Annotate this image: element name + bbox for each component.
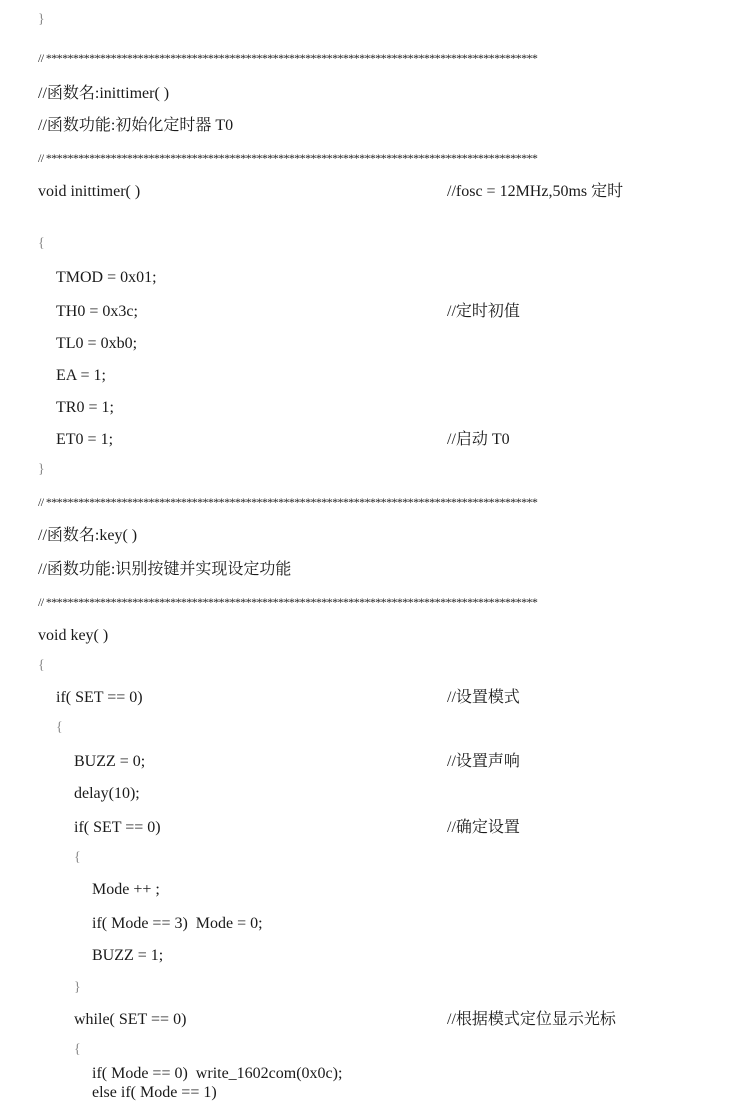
code-line: EA = 1; [56, 367, 106, 384]
code-line: if( Mode == 0) write_1602com(0x0c); [92, 1065, 343, 1082]
code-line: } [38, 462, 45, 477]
code-line: { [38, 236, 45, 251]
code-line: TMOD = 0x01; [56, 269, 157, 286]
comment-function-purpose: //函数功能:初始化定时器 T0 [38, 117, 234, 134]
inline-comment: //fosc = 12MHz,50ms 定时 [447, 183, 624, 200]
code-line: TL0 = 0xb0; [56, 335, 138, 352]
code-line: TR0 = 1; [56, 399, 114, 416]
separator-line: // ******************************************************************************************* [38, 51, 538, 65]
code-line: { [38, 658, 45, 673]
comment-function-purpose: //函数功能:识别按键并实现设定功能 [38, 561, 292, 578]
code-line: BUZZ = 1; [92, 947, 164, 964]
code-line: { [74, 1042, 81, 1057]
code-line: if( SET == 0) [56, 689, 143, 706]
code-line: { [74, 850, 81, 865]
code-line: TH0 = 0x3c; [56, 303, 138, 320]
inline-comment: //确定设置 [447, 819, 520, 836]
code-line: else if( Mode == 1) [92, 1084, 217, 1101]
code-line: BUZZ = 0; [74, 753, 146, 770]
code-line: ET0 = 1; [56, 431, 114, 448]
code-line: { [56, 720, 63, 735]
separator-line: // ******************************************************************************************* [38, 595, 538, 609]
code-line: if( SET == 0) [74, 819, 161, 836]
inline-comment: //设置声响 [447, 753, 520, 770]
code-line: void inittimer( ) [38, 183, 141, 200]
code-line: if( Mode == 3) Mode = 0; [92, 915, 263, 932]
separator-line: // ******************************************************************************************* [38, 495, 538, 509]
inline-comment: //启动 T0 [447, 431, 510, 448]
comment-function-name: //函数名:key( ) [38, 527, 138, 544]
inline-comment: //设置模式 [447, 689, 520, 706]
comment-function-name: //函数名:inittimer( ) [38, 85, 170, 102]
code-line: } [74, 980, 81, 995]
separator-line: // ******************************************************************************************* [38, 151, 538, 165]
code-line: Mode ++ ; [92, 881, 160, 898]
code-line: while( SET == 0) [74, 1011, 187, 1028]
inline-comment: //根据模式定位显示光标 [447, 1011, 616, 1028]
inline-comment: //定时初值 [447, 303, 520, 320]
code-line: delay(10); [74, 785, 140, 802]
code-line: void key( ) [38, 627, 109, 644]
code-line: } [38, 12, 45, 27]
